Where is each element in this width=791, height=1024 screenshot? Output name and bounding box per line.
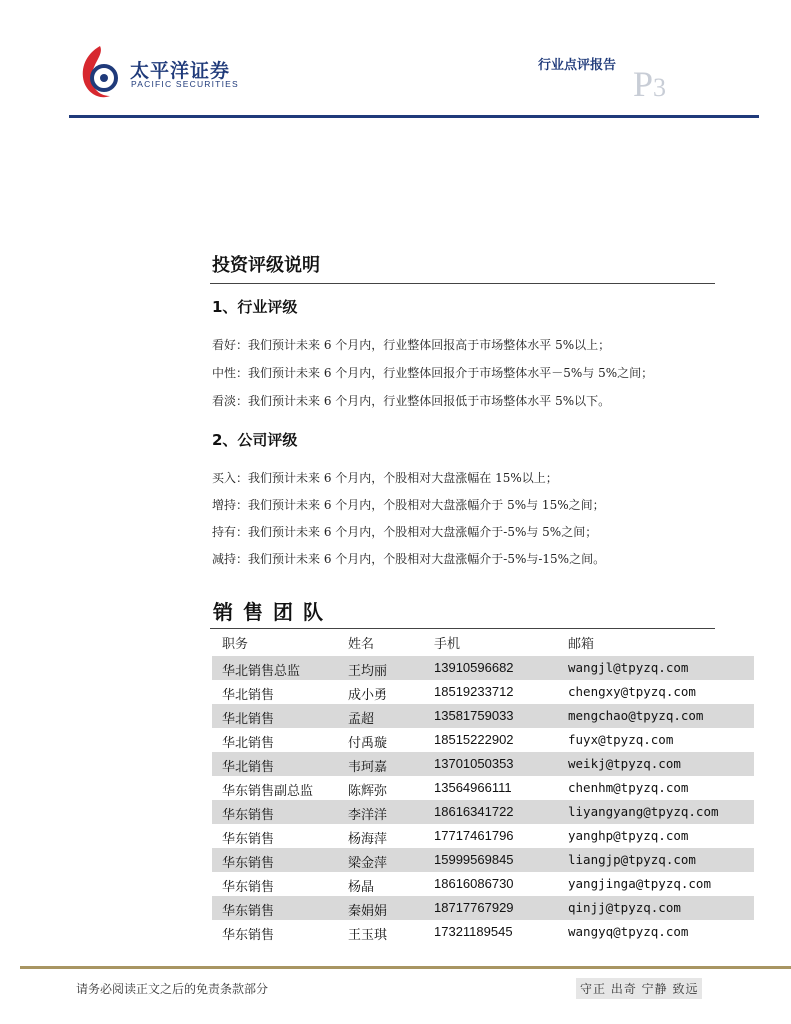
cell-email[interactable]: wangyq@tpyzq.com (568, 924, 689, 939)
cell-phone: 18616086730 (434, 876, 514, 891)
cell-email[interactable]: mengchao@tpyzq.com (568, 708, 704, 723)
cell-name: 杨晶 (348, 880, 375, 895)
table-row (212, 776, 754, 800)
cell-email[interactable]: wangjl@tpyzq.com (568, 660, 689, 675)
section-divider (210, 628, 715, 629)
cell-email[interactable]: chengxy@tpyzq.com (568, 684, 696, 699)
table-row (212, 800, 754, 824)
cell-phone: 18717767929 (434, 900, 514, 915)
table-row (212, 728, 754, 752)
report-type: 行业点评报告 (538, 58, 617, 73)
table-row (212, 704, 754, 728)
column-header-phone: 手机 (434, 637, 461, 652)
cell-role: 华北销售 (222, 760, 275, 775)
cell-role: 华东销售 (222, 928, 275, 943)
company-rating-title: 2、公司评级 (212, 431, 298, 449)
table-row (212, 896, 754, 920)
cell-phone: 13701050353 (434, 756, 514, 771)
column-header-name: 姓名 (348, 637, 375, 652)
cell-name: 王玉琪 (348, 928, 388, 943)
cell-email[interactable]: yangjinga@tpyzq.com (568, 876, 711, 891)
company-name-en: PACIFIC SECURITIES (131, 79, 239, 89)
table-row (212, 872, 754, 896)
cell-phone: 18519233712 (434, 684, 514, 699)
cell-email[interactable]: qinjj@tpyzq.com (568, 900, 681, 915)
cell-role: 华东销售 (222, 880, 275, 895)
table-row (212, 656, 754, 680)
cell-phone: 13581759033 (434, 708, 514, 723)
cell-role: 华东销售 (222, 856, 275, 871)
table-row (212, 848, 754, 872)
cell-name: 王均丽 (348, 664, 388, 679)
footer-divider (20, 966, 791, 969)
column-header-email: 邮箱 (568, 637, 595, 652)
cell-name: 韦珂嘉 (348, 760, 388, 775)
table-row (212, 680, 754, 704)
industry-rating-title: 1、行业评级 (212, 298, 298, 316)
company-rating-line: 买入：我们预计未来 6 个月内，个股相对大盘涨幅在 15%以上； (212, 471, 558, 485)
cell-email[interactable]: yanghp@tpyzq.com (568, 828, 689, 843)
cell-name: 付禹璇 (348, 736, 388, 751)
header-divider (69, 115, 759, 118)
cell-name: 孟超 (348, 712, 375, 727)
cell-name: 李洋洋 (348, 808, 388, 823)
footer-motto: 守正 出奇 宁静 致远 (576, 978, 702, 999)
section-divider (210, 283, 715, 284)
cell-name: 成小勇 (348, 688, 388, 703)
cell-email[interactable]: weikj@tpyzq.com (568, 756, 681, 771)
footer-disclaimer: 请务必阅读正文之后的免责条款部分 (76, 982, 269, 996)
cell-role: 华北销售总监 (222, 664, 301, 679)
cell-phone: 15999569845 (434, 852, 514, 867)
cell-role: 华东销售 (222, 832, 275, 847)
cell-name: 陈辉弥 (348, 784, 388, 799)
cell-role: 华北销售 (222, 688, 275, 703)
cell-phone: 13910596682 (434, 660, 514, 675)
column-header-role: 职务 (222, 637, 249, 652)
cell-phone: 13564966111 (434, 780, 512, 795)
industry-rating-line: 看好：我们预计未来 6 个月内，行业整体回报高于市场整体水平 5%以上； (212, 338, 611, 352)
cell-role: 华东销售 (222, 808, 275, 823)
company-name-cn: 太平洋证券 (130, 60, 231, 82)
cell-phone: 18616341722 (434, 804, 514, 819)
cell-email[interactable]: chenhm@tpyzq.com (568, 780, 689, 795)
table-row (212, 920, 754, 944)
industry-rating-line: 看淡：我们预计未来 6 个月内，行业整体回报低于市场整体水平 5%以下。 (212, 394, 611, 408)
cell-role: 华北销售 (222, 736, 275, 751)
company-logo-icon (78, 44, 122, 102)
cell-phone: 17717461796 (434, 828, 514, 843)
cell-phone: 17321189545 (434, 924, 513, 939)
cell-email[interactable]: liangjp@tpyzq.com (568, 852, 696, 867)
cell-name: 杨海萍 (348, 832, 388, 847)
company-rating-line: 持有：我们预计未来 6 个月内，个股相对大盘涨幅介于-5%与 5%之间； (212, 525, 598, 539)
company-rating-line: 减持：我们预计未来 6 个月内，个股相对大盘涨幅介于-5%与-15%之间。 (212, 552, 606, 566)
cell-role: 华东销售副总监 (222, 784, 314, 799)
cell-phone: 18515222902 (434, 732, 514, 747)
industry-rating-line: 中性：我们预计未来 6 个月内，行业整体回报介于市场整体水平－5%与 5%之间； (212, 366, 654, 380)
cell-email[interactable]: liyangyang@tpyzq.com (568, 804, 719, 819)
cell-role: 华北销售 (222, 712, 275, 727)
table-row (212, 752, 754, 776)
cell-email[interactable]: fuyx@tpyzq.com (568, 732, 674, 747)
company-rating-line: 增持：我们预计未来 6 个月内，个股相对大盘涨幅介于 5%与 15%之间； (212, 498, 605, 512)
sales-team-title: 销售团队 (213, 600, 333, 624)
cell-name: 梁金萍 (348, 856, 388, 871)
rating-section-title: 投资评级说明 (212, 255, 320, 276)
cell-name: 秦娟娟 (348, 904, 388, 919)
page-number: P3 (633, 64, 667, 104)
table-row (212, 824, 754, 848)
cell-role: 华东销售 (222, 904, 275, 919)
